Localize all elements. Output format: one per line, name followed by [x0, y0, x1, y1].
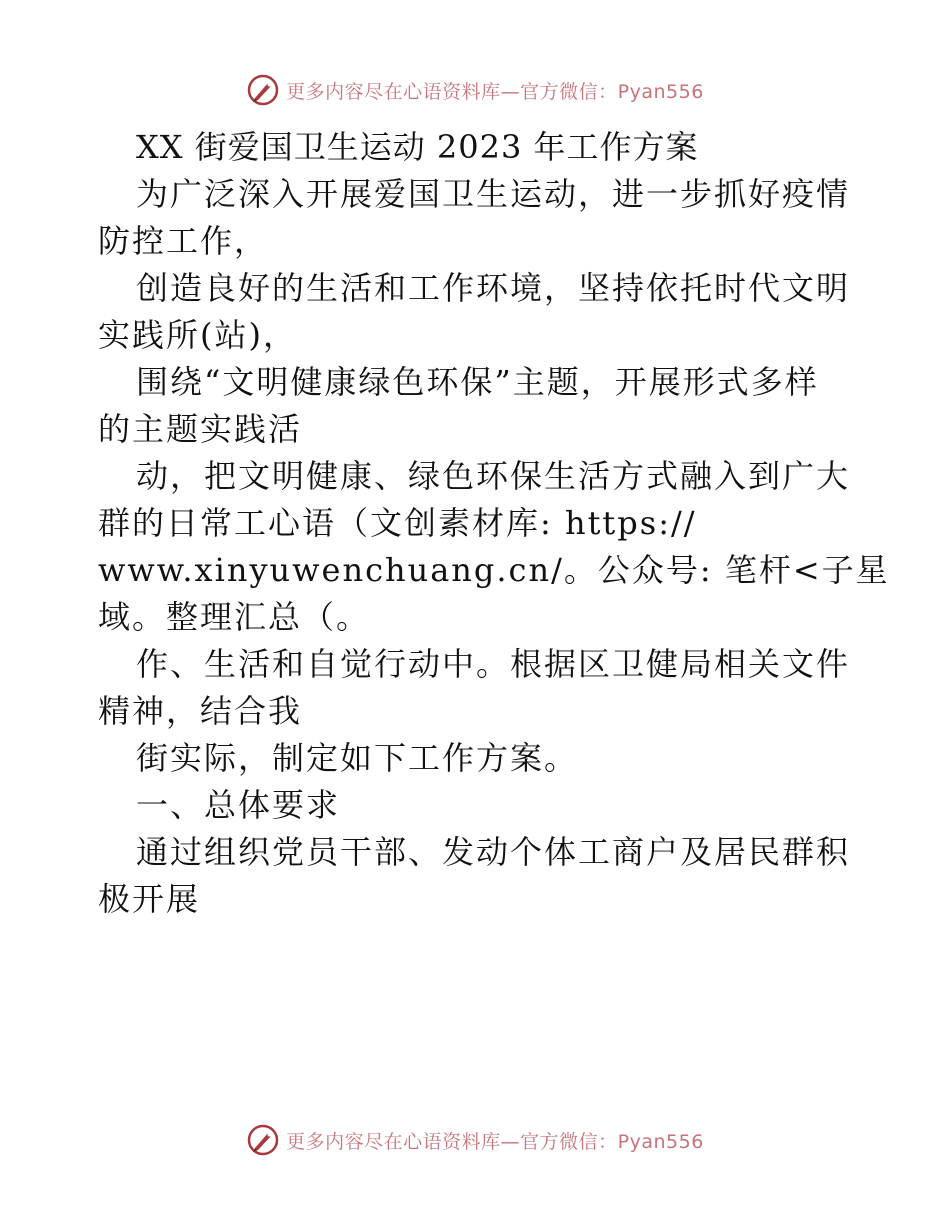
pen-nib-logo-icon [246, 73, 280, 107]
document-body [98, 124, 890, 923]
paragraph-line: 创造良好的生活和工作环境，坚持依托时代文明 [136, 269, 851, 307]
pen-nib-logo-icon [246, 1123, 280, 1157]
paragraph-line: 域。整理汇总（。 [98, 598, 371, 636]
paragraph-line: 为广泛深入开展爱国卫生运动，进一步抓好疫情 [136, 175, 851, 213]
paragraph-line: 街实际，制定如下工作方案。 [136, 739, 579, 777]
document-title: XX 街爱国卫生运动 2023 年工作方案 [136, 128, 699, 166]
paragraph-line: 群的日常工心语（文创素材库: https:// [98, 504, 697, 542]
paragraph-line: 动，把文明健康、绿色环保生活方式融入到广大 [136, 457, 851, 495]
paragraph-line: 防控工作， [98, 222, 269, 260]
footer-watermark [0, 1120, 950, 1160]
paragraph-line: 实践所(站)， [98, 316, 297, 354]
paragraph-line: 的主题实践活 [98, 410, 303, 448]
paragraph-line: 围绕“文明健康绿色环保”主题，开展形式多样 [136, 363, 819, 401]
paragraph-line: 作、生活和自觉行动中。根据区卫健局相关文件 [136, 645, 851, 683]
paragraph-line: 精神，结合我 [98, 692, 303, 730]
section-heading: 一、总体要求 [136, 786, 341, 824]
paragraph-line: 极开展 [98, 880, 201, 918]
paragraph-line: 通过组织党员干部、发动个体工商户及居民群积 [136, 833, 851, 871]
watermark-text: 更多内容尽在心语资料库—官方微信：Pyan556 [286, 80, 704, 103]
watermark-text: 更多内容尽在心语资料库—官方微信：Pyan556 [286, 1130, 704, 1153]
header-watermark [0, 70, 950, 110]
paragraph-line: www.xinyuwenchuang.cn/。公众号: 笔杆<子星 [98, 551, 890, 589]
